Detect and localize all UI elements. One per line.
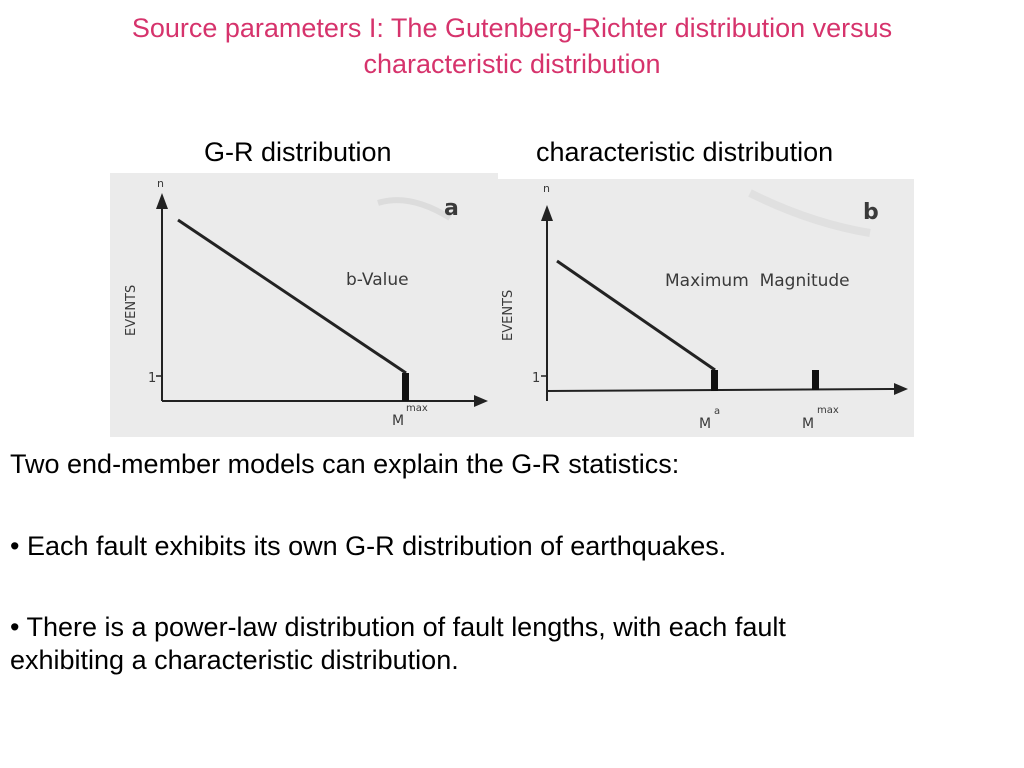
bullet-1: • Each fault exhibits its own G-R distribution of earthquakes. xyxy=(10,531,727,561)
panel-a-bvalue-annotation: b-Value xyxy=(346,270,409,290)
panel-b-ma-bar xyxy=(711,370,718,391)
panel-a-letter: a xyxy=(444,196,459,221)
panel-b-n-label: n xyxy=(543,182,550,195)
panel-b-letter: b xyxy=(863,200,879,225)
slide-title-line-1: Source parameters I: The Gutenberg-Richter distribution versus xyxy=(131,13,893,43)
distribution-figure xyxy=(110,173,914,437)
panel-b-header: characteristic distribution xyxy=(536,137,834,167)
bullet-2-line-2: exhibiting a characteristic distribution. xyxy=(10,645,459,675)
panel-b-maxmag-annotation: Maximum Magnitude xyxy=(665,271,850,291)
panel-b-mmax-label: M xyxy=(802,416,815,432)
slide-title-line-2: characteristic distribution xyxy=(363,49,661,79)
panel-b-mmax-bar xyxy=(812,370,819,390)
panel-a-mmax-label: M xyxy=(392,413,405,429)
panel-a-mmax-bar xyxy=(402,373,409,401)
panel-a-n-label: n xyxy=(157,177,164,190)
panel-b-ma-label: M xyxy=(699,416,712,432)
intro-text: Two end-member models can explain the G-R statistics: xyxy=(10,449,680,479)
bullet-2 xyxy=(10,611,786,677)
panel-b-background xyxy=(494,179,914,437)
panel-b-events-label: EVENTS xyxy=(501,289,516,341)
panel-a-header: G-R distribution xyxy=(204,137,392,167)
panel-a-mmax-sup: max xyxy=(406,403,428,414)
panel-a-events-label: EVENTS xyxy=(124,284,139,336)
panel-a-tick-1-label: 1 xyxy=(148,371,157,386)
panel-b-mmax-sup: max xyxy=(817,405,839,416)
panel-b-tick-1-label: 1 xyxy=(532,371,541,386)
bullet-2-line-1: • There is a power-law distribution of fault lengths, with each fault xyxy=(10,612,786,642)
panel-b-ma-sup: a xyxy=(714,406,721,417)
slide-title xyxy=(0,10,1024,82)
